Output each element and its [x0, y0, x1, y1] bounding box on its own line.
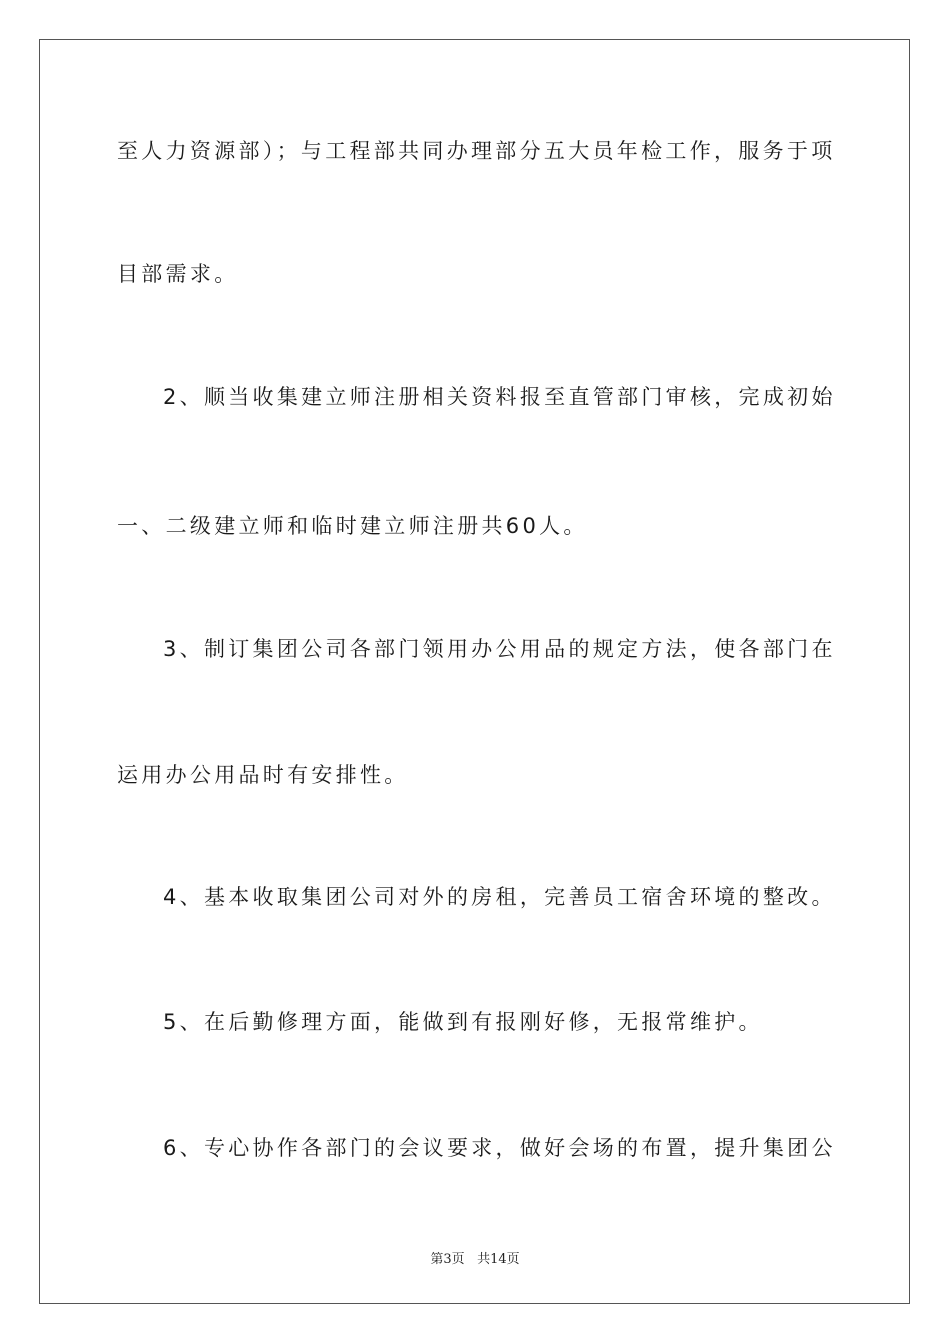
- page-border: [39, 39, 910, 1304]
- list-item-5: 5、在后勤修理方面，能做到有报刚好修，无报常维护。: [163, 1010, 763, 1034]
- page-number: 第3页: [430, 1252, 465, 1267]
- page-footer: [0, 1248, 950, 1267]
- list-item-3: 3、制订集团公司各部门领用办公用品的规定方法，使各部门在: [163, 637, 836, 661]
- list-item-4: 4、基本收取集团公司对外的房租，完善员工宿舍环境的整改。: [163, 885, 836, 909]
- body-text-line: 目部需求。: [117, 262, 239, 286]
- body-text-line: 至人力资源部）；与工程部共同办理部分五大员年检工作，服务于项: [117, 139, 836, 163]
- body-text-line: 一、二级建立师和临时建立师注册共60人。: [117, 514, 588, 538]
- list-item-2: 2、顺当收集建立师注册相关资料报至直管部门审核，完成初始: [163, 385, 836, 409]
- page-total: 共14页: [477, 1252, 520, 1267]
- body-text-line: 运用办公用品时有安排性。: [117, 763, 409, 787]
- list-item-6: 6、专心协作各部门的会议要求，做好会场的布置，提升集团公: [163, 1136, 836, 1160]
